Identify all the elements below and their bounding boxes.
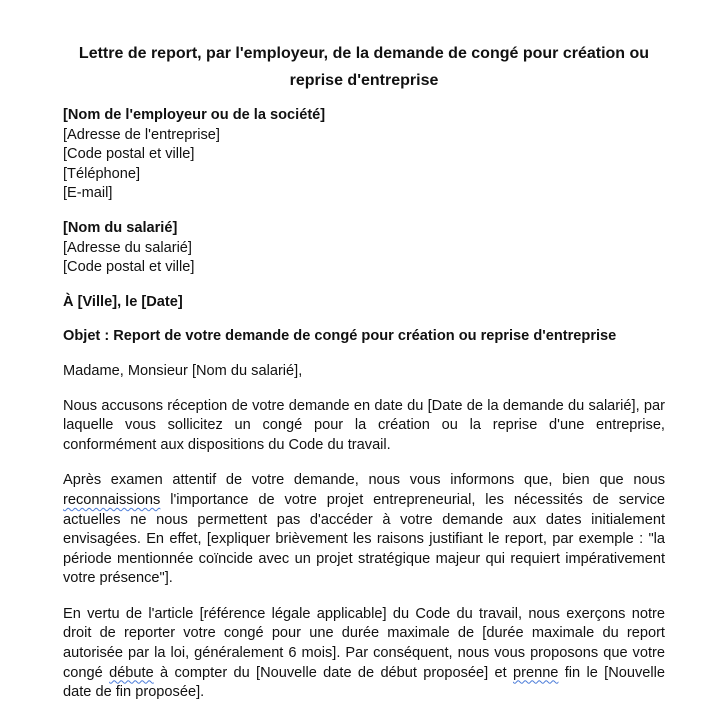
employee-postal: [Code postal et ville]	[63, 259, 195, 276]
employee-address: [Adresse du salarié]	[63, 239, 192, 256]
paragraph-reception: Nous accusons réception de votre demande en date du [Date de la demande du salarié], par laquelle vous sollicitez un congé pour la création ou la reprise d'une entreprise, conformément aux dispositions du Code du travail.	[63, 397, 665, 453]
spellcheck-flagged-word[interactable]: prenne	[512, 664, 559, 681]
paragraph-text: Après examen attentif de votre demande, nous vous informons que, bien que nous	[63, 472, 665, 489]
spellcheck-flagged-word[interactable]: reconnaissions	[63, 491, 161, 508]
paragraph-text: l'importance de votre projet entrepreneurial, les nécessités de service actuelles ne nous permettent pas d'accéder à votre demande aux dates initialement envisagées. En effet, [expliquer brièvement les raisons justifiant le report, par exemple : "la période mentionnée coïncide avec un projet stratégique majeur qui requiert impérativement votre présence"].	[63, 491, 665, 587]
employee-block	[63, 219, 665, 278]
salutation: Madame, Monsieur [Nom du salarié],	[63, 362, 303, 379]
employer-address: [Adresse de l'entreprise]	[63, 126, 220, 143]
document-title: Lettre de report, par l'employeur, de la demande de congé pour création ou reprise d'entreprise	[78, 45, 650, 89]
employer-phone: [Téléphone]	[63, 165, 141, 182]
employer-email: [E-mail]	[63, 185, 113, 202]
employer-name: [Nom de l'employeur ou de la société]	[63, 107, 326, 123]
paragraph-examination	[63, 471, 665, 589]
spellcheck-flagged-word[interactable]: débute	[109, 664, 154, 681]
paragraph-text: à compter du [Nouvelle date de début proposée] et	[153, 664, 513, 681]
place-date: À [Ville], le [Date]	[63, 293, 183, 310]
employer-block	[63, 106, 665, 204]
paragraph-text: En vertu de l'article [référence légale applicable] du Code du travail, nous exerçons notre droit de reporter votre congé pour une durée maximale de [durée maximale du report autorisée par la loi, généralement 6 mois]. Par conséquent, nous vous proposons que votre congé	[63, 605, 665, 681]
employer-postal: [Code postal et ville]	[63, 146, 195, 163]
paragraph-text: fin le [Nouvelle date de fin proposée].	[63, 664, 665, 701]
employee-name: [Nom du salarié]	[63, 219, 178, 236]
paragraph-legal	[63, 605, 665, 703]
document-page	[63, 40, 665, 719]
subject-line: Objet : Report de votre demande de congé pour création ou reprise d'entreprise	[63, 328, 617, 345]
